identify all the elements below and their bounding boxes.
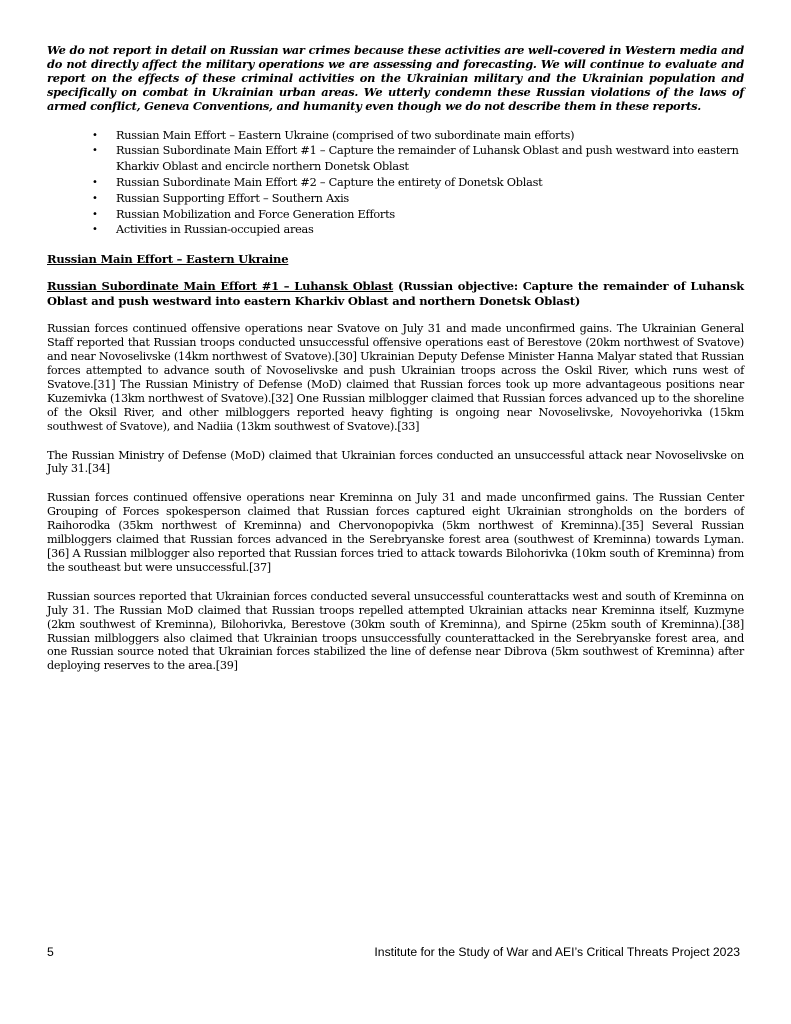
subsection-heading bbox=[47, 279, 744, 308]
bullet-icon: • bbox=[92, 129, 98, 141]
outline-item-text: Activities in Russian-occupied areas bbox=[116, 223, 314, 237]
bullet-icon: • bbox=[92, 145, 98, 157]
bullet-icon: • bbox=[92, 224, 98, 236]
outline-item-text: Russian Main Effort – Eastern Ukraine (comprised of two subordinate main efforts) bbox=[116, 128, 575, 142]
subsection-title: Russian Subordinate Main Effort #1 – Luhansk Oblast bbox=[47, 279, 394, 294]
outline-item-text: Russian Supporting Effort – Southern Axis bbox=[116, 191, 349, 205]
outline-item bbox=[92, 207, 744, 223]
outline-item-text: Russian Subordinate Main Effort #1 – Capture the remainder of Luhansk Oblast and push westward into eastern Kharkiv Oblast and encircle northern Donetsk Oblast bbox=[116, 144, 739, 174]
war-crimes-disclaimer: We do not report in detail on Russian war crimes because these activities are well-covered in Western media and do not directly affect the military operations we are assessing and forecasting. We will continue to evaluate and report on the effects of these criminal activities on the Ukrainian military and the Ukrainian population and specifically on combat in Ukrainian urban areas. We utterly condemn these Russian violations of the laws of armed conflict, Geneva Conventions, and humanity even though we do not describe them in these reports. bbox=[47, 43, 744, 113]
bullet-icon: • bbox=[92, 208, 98, 220]
page-content bbox=[47, 44, 744, 673]
outline-item-text: Russian Mobilization and Force Generation Efforts bbox=[116, 207, 395, 221]
outline-item bbox=[92, 191, 744, 207]
outline-item-text: Russian Subordinate Main Effort #2 – Capture the entirety of Donetsk Oblast bbox=[116, 175, 543, 189]
footer-organization: Institute for the Study of War and AEI’s Critical Threats Project 2023 bbox=[374, 945, 740, 959]
page-footer bbox=[47, 945, 744, 961]
page-number: 5 bbox=[47, 945, 54, 959]
outline-item bbox=[92, 128, 744, 144]
body-paragraph: The Russian Ministry of Defense (MoD) claimed that Ukrainian forces conducted an unsuccessful attack near Novoselivske on July 31.[34] bbox=[47, 448, 744, 476]
outline-item bbox=[92, 175, 744, 191]
outline-item bbox=[92, 222, 744, 238]
outline-item bbox=[92, 143, 744, 175]
report-outline-list bbox=[47, 128, 744, 239]
bullet-icon: • bbox=[92, 176, 98, 188]
body-paragraph: Russian forces continued offensive operations near Svatove on July 31 and made unconfirmed gains. The Ukrainian General Staff reported that Russian troops conducted unsuccessful offensive operations east of Berestove (20km northwest of Svatove) and near Novoselivske (14km northwest of Svatove).[30] Ukrainian Deputy Defense Minister Hanna Malyar stated that Russian forces attempted to advance south of Novoselivske and push Ukrainian troops across the Oskil River, which runs west of Svatove.[31] The Russian Ministry of Defense (MoD) claimed that Russian forces took up more advantageous positions near Kuzemivka (13km northwest of Svatove).[32] One Russian milblogger claimed that Russian forces advanced up to the shoreline of the Oksil River, and other milbloggers reported heavy fighting is ongoing near Novoselivske, Novoyehorivka (15km southwest of Svatove), and Nadiia (13km southwest of Svatove).[33] bbox=[47, 322, 744, 433]
subsection-objective: (Russian objective: Capture the remainder of Luhansk Oblast and push westward into eastern Kharkiv Oblast and northern Donetsk Oblast) bbox=[47, 279, 744, 308]
bullet-icon: • bbox=[92, 192, 98, 204]
body-paragraph: Russian forces continued offensive operations near Kreminna on July 31 and made unconfirmed gains. The Russian Center Grouping of Forces spokesperson claimed that Russian forces captured eight Ukrainian strongholds on the borders of Raihorodka (35km northwest of Kreminna) and Chervonopopivka (5km northwest of Kreminna).[35] Several Russian milbloggers claimed that Russian forces advanced in the Serebryanske forest area (southwest of Kreminna) towards Lyman.[36] A Russian milblogger also reported that Russian forces tried to attack towards Bilohorivka (10km south of Kreminna) from the southeast but were unsuccessful.[37] bbox=[47, 491, 744, 574]
body-paragraph: Russian sources reported that Ukrainian forces conducted several unsuccessful counterattacks west and south of Kreminna on July 31. The Russian MoD claimed that Russian troops repelled attempted Ukrainian attacks near Kreminna itself, Kuzmyne (2km southwest of Kreminna), Bilohorivka, Berestove (30km south of Kreminna), and Spirne (25km south of Kreminna).[38] Russian milbloggers also claimed that Ukrainian troops unsuccessfully counterattacked in the Serebryanske forest area, and one Russian source noted that Ukrainian forces stabilized the line of defense near Dibrova (5km southwest of Kreminna) after deploying reserves to the area.[39] bbox=[47, 589, 744, 673]
section-heading: Russian Main Effort – Eastern Ukraine bbox=[47, 252, 289, 267]
